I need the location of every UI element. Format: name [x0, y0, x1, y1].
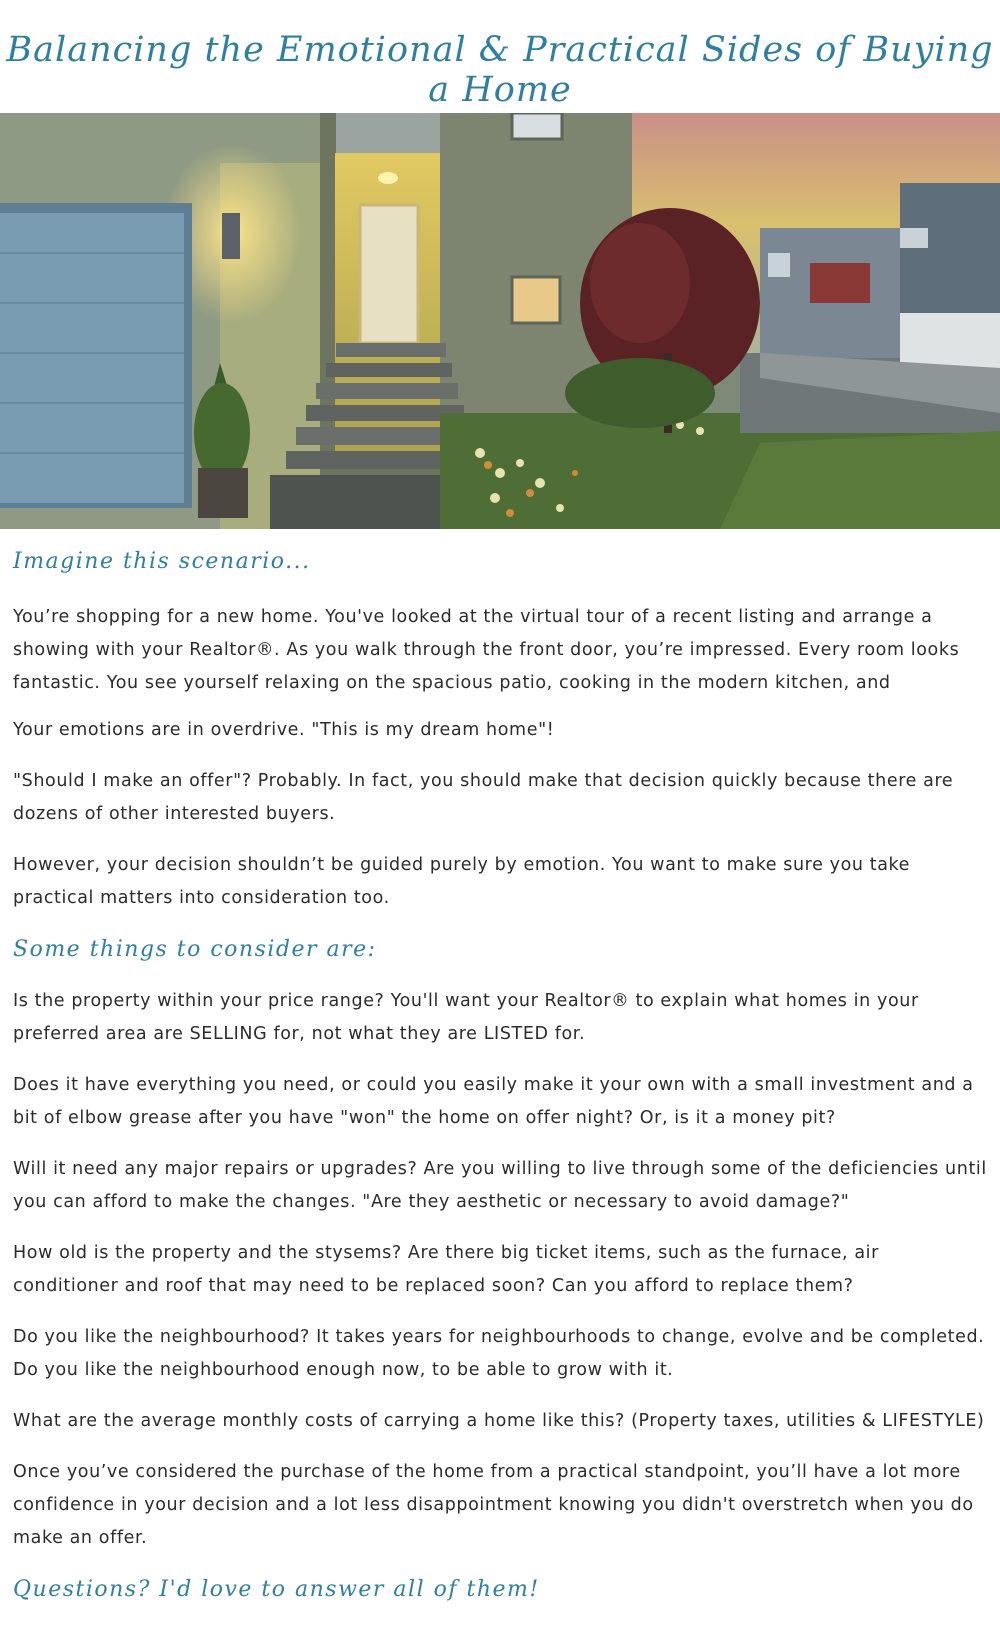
paragraph: "Should I make an offer"? Probably. In fact, you should make that decision quickly because there are dozens of other interested buyers.	[13, 771, 954, 824]
paragraph: What are the average monthly costs of carrying a home like this? (Property taxes, utilities & LIFESTYLE)	[13, 1411, 985, 1431]
closing-heading: Questions? I'd love to answer all of them!	[13, 1577, 540, 1602]
page-title: Balancing the Emotional & Practical Sides of Buying a Home	[6, 30, 994, 110]
paragraph: Is the property within your price range? You'll want your Realtor® to explain what homes in your preferred area are SELLING for, not what they are LISTED for.	[13, 991, 919, 1044]
paragraph: Once you’ve considered the purchase of the home from a practical standpoint, you’ll have a lot more confidence in your decision and a lot less disappointment knowing you didn't overstretch when you do make an offer.	[13, 1462, 974, 1548]
paragraph: Your emotions are in overdrive. "This is my dream home"!	[13, 720, 555, 740]
article-body	[13, 545, 988, 1607]
paragraph: You’re shopping for a new home. You've looked at the virtual tour of a recent listing and arrange a showing with your Realtor®. As you walk through the front door, you’re impressed. Every room looks fantastic. You see yourself relaxing on the spacious patio, cooking in the modern kitchen, and	[13, 607, 960, 693]
paragraph: Do you like the neighbourhood? It takes years for neighbourhoods to change, evolve and be completed. Do you like the neighbourhood enough now, to be able to grow with it.	[13, 1327, 985, 1380]
section-heading-considerations: Some things to consider are:	[13, 937, 377, 962]
house-photo	[0, 113, 1000, 529]
paragraph: However, your decision shouldn’t be guided purely by emotion. You want to make sure you take practical matters into consideration too.	[13, 855, 911, 908]
paragraph: Does it have everything you need, or could you easily make it your own with a small investment and a bit of elbow grease after you have "won" the home on offer night? Or, is it a money pit?	[13, 1075, 974, 1128]
paragraph: Will it need any major repairs or upgrades? Are you willing to live through some of the deficiencies until you can afford to make the changes. "Are they aesthetic or necessary to avoid damage?"	[13, 1159, 987, 1212]
section-heading-scenario: Imagine this scenario...	[13, 549, 311, 574]
paragraph: How old is the property and the stysems? Are there big ticket items, such as the furnace, air conditioner and roof that may need to be replaced soon? Can you afford to replace them?	[13, 1243, 879, 1296]
